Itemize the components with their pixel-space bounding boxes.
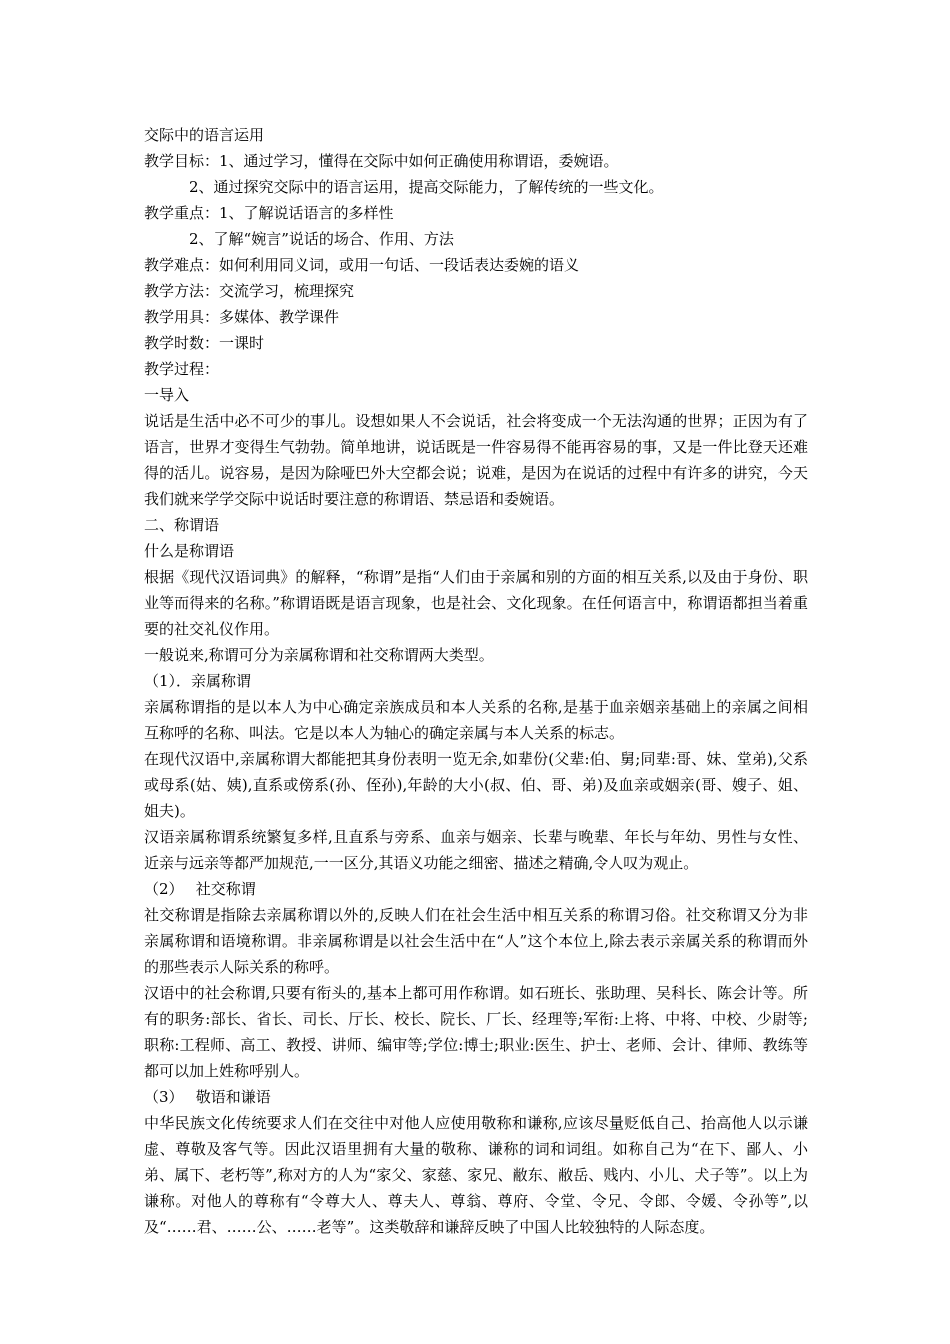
- section-heading-intro: 一导入: [144, 386, 190, 404]
- definition-paragraph: 根据《现代汉语词典》的解释，“称谓”是指“人们由于亲属和别的方面的相互关系,以及由于身份、职业等而得来的名称。”称谓语既是语言现象，也是社会、文化现象。在任何语言中，称谓语都担当着重要的社交礼仪作用。: [144, 568, 808, 638]
- document-title: 交际中的语言运用: [144, 126, 265, 144]
- kinship-paragraph-3: 汉语亲属称谓系统繁复多样,且直系与旁系、血亲与姻亲、长辈与晚辈、年长与年幼、男性与女性、近亲与远亲等都严加规范,一一区分,其语义功能之细密、描述之精确,令人叹为观止。: [144, 828, 808, 872]
- teaching-difficulty: 教学难点：如何利用同义词，或用一句话、一段话表达委婉的语义: [144, 256, 580, 274]
- document-page: [144, 122, 808, 1240]
- subheading-kinship: （1）．亲属称谓: [144, 672, 252, 690]
- section-heading-address-terms: 二、称谓语: [144, 516, 220, 534]
- kinship-paragraph-2: 在现代汉语中,亲属称谓大都能把其身份表明一览无余,如辈份(父辈:伯、舅;同辈:哥、妹、堂弟),父系或母系(姑、姨),直系或傍系(孙、侄孙),年龄的大小(叔、伯、哥、弟)及血亲或姻亲(哥、嫂子、姐、姐夫)。: [144, 750, 808, 820]
- subheading-social: （2） 社交称谓: [144, 880, 256, 898]
- teaching-process: 教学过程：: [144, 360, 220, 378]
- teaching-focus-2: 2、了解“婉言”说话的场合、作用、方法: [189, 230, 454, 248]
- subheading-what-is: 什么是称谓语: [144, 542, 235, 560]
- teaching-goal-1: 教学目标：1、通过学习，懂得在交际中如何正确使用称谓语，委婉语。: [144, 152, 619, 170]
- social-paragraph-1: 社交称谓是指除去亲属称谓以外的,反映人们在社会生活中相互关系的称谓习俗。社交称谓又分为非亲属称谓和语境称谓。非亲属称谓是以社会生活中在“人”这个本位上,除去表示亲属关系的称谓而外的那些表示人际关系的称呼。: [144, 906, 808, 976]
- types-line: 一般说来,称谓可分为亲属称谓和社交称谓两大类型。: [144, 646, 494, 664]
- teaching-method: 教学方法：交流学习，梳理探究: [144, 282, 355, 300]
- teaching-tools: 教学用具：多媒体、教学课件: [144, 308, 340, 326]
- intro-paragraph: 说话是生活中必不可少的事儿。设想如果人不会说话，社会将变成一个无法沟通的世界；正因为有了语言，世界才变得生气勃勃。简单地讲，说话既是一件容易得不能再容易的事，又是一件比登天还难得的活儿。说容易，是因为除哑巴外大空都会说；说难，是因为在说话的过程中有许多的讲究，今天我们就来学学交际中说话时要注意的称谓语、禁忌语和委婉语。: [144, 412, 808, 508]
- social-paragraph-2: 汉语中的社会称谓,只要有衔头的,基本上都可用作称谓。如石班长、张助理、吴科长、陈会计等。所有的职务:部长、省长、司长、厅长、校长、院长、厂长、经理等;军衔:上将、中将、中校、少尉等;职称:工程师、高工、教授、讲师、编审等;学位:博士;职业:医生、护士、老师、会计、律师、教练等都可以加上姓称呼别人。: [144, 984, 808, 1080]
- honorifics-paragraph: 中华民族文化传统要求人们在交往中对他人应使用敬称和谦称,应该尽量贬低自己、抬高他人以示谦虚、尊敬及客气等。因此汉语里拥有大量的敬称、谦称的词和词组。如称自己为“在下、鄙人、小弟、属下、老朽等”,称对方的人为“家父、家慈、家兄、敝东、敝岳、贱内、小儿、犬子等”。以上为谦称。对他人的尊称有“令尊大人、尊夫人、尊翁、尊府、令堂、令兄、令郎、令媛、令孙等”,以及“……君、……公、……老等”。这类敬辞和谦辞反映了中国人比较独特的人际态度。: [144, 1114, 808, 1236]
- subheading-honorifics: （3） 敬语和谦语: [144, 1088, 271, 1106]
- teaching-goal-2: 2、通过探究交际中的语言运用，提高交际能力，了解传统的一些文化。: [189, 178, 664, 196]
- teaching-hours: 教学时数：一课时: [144, 334, 265, 352]
- kinship-paragraph-1: 亲属称谓指的是以本人为中心确定亲族成员和本人关系的名称,是基于血亲姻亲基础上的亲属之间相互称呼的名称、叫法。它是以本人为轴心的确定亲属与本人关系的标志。: [144, 698, 808, 742]
- teaching-focus-1: 教学重点：1、了解说话语言的多样性: [144, 204, 394, 222]
